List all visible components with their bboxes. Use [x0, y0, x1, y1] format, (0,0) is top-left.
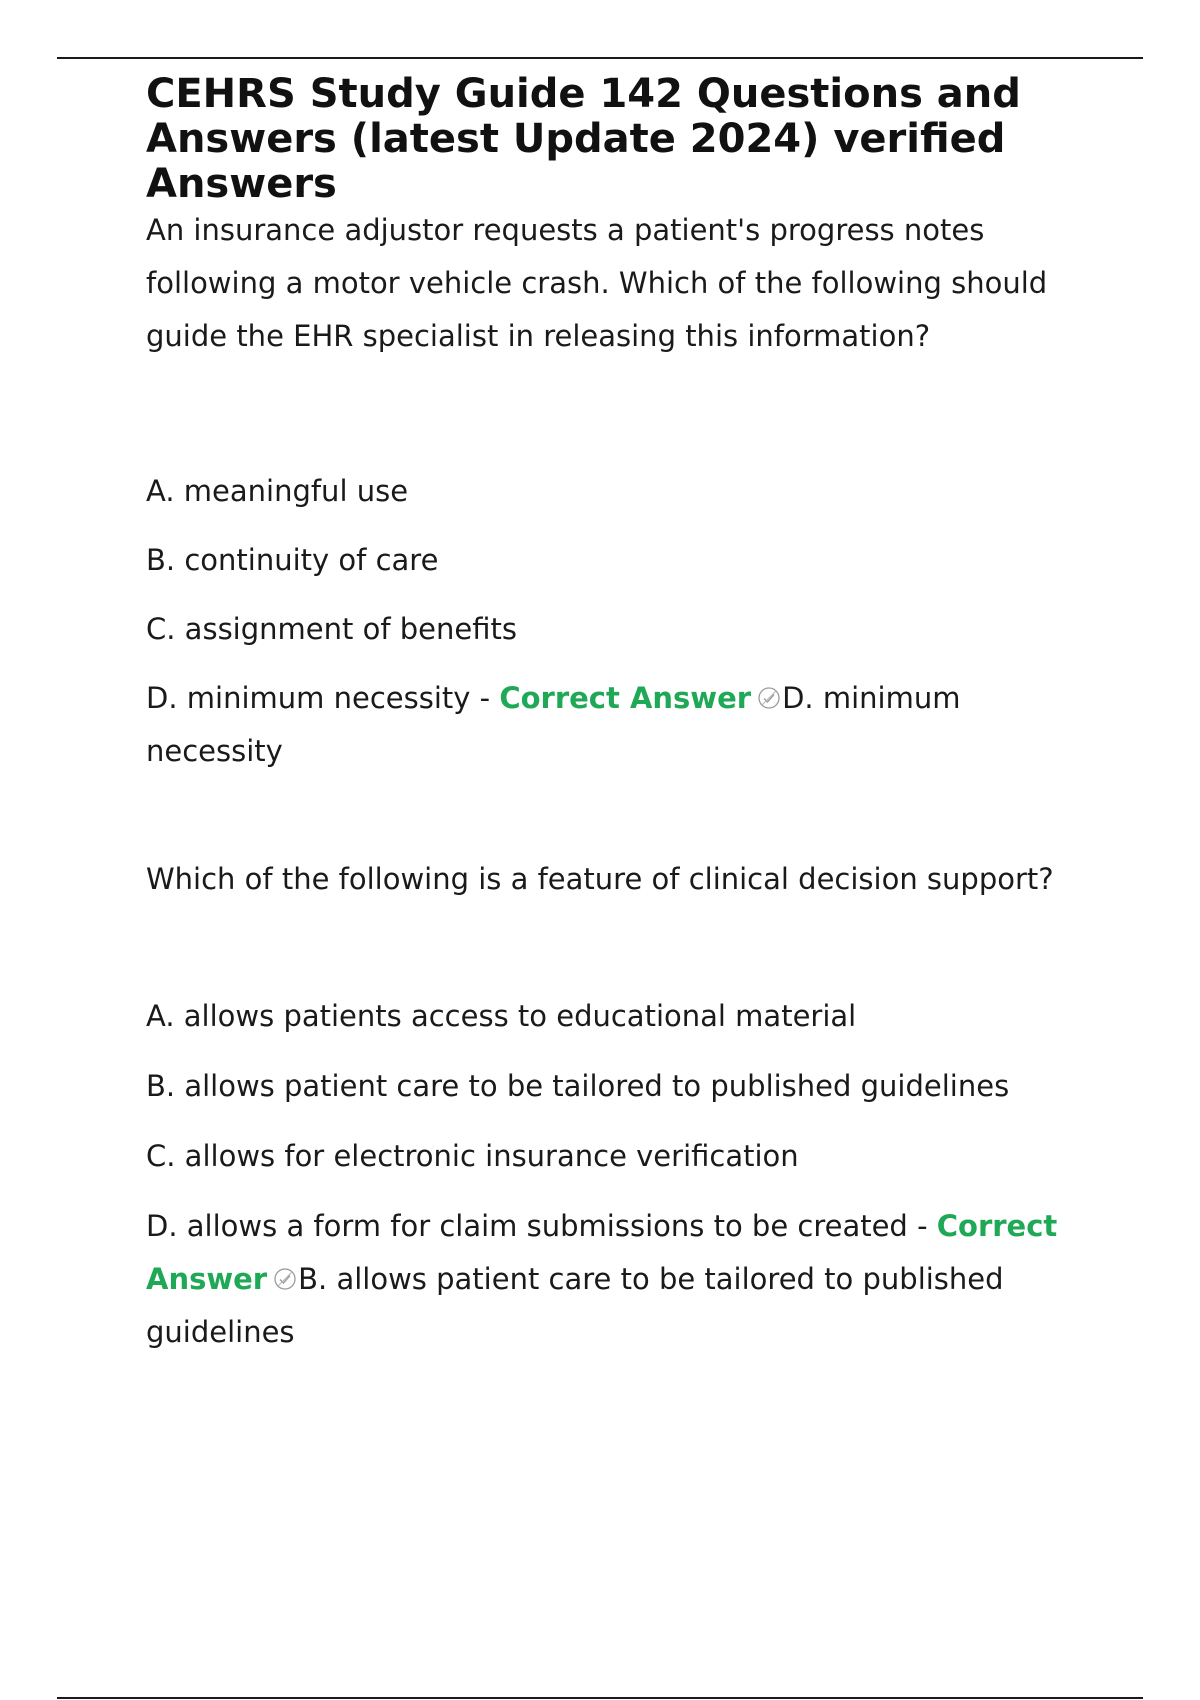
- document-body: [146, 72, 1106, 1359]
- question-block: [146, 204, 1106, 778]
- bottom-rule: [57, 1697, 1143, 1699]
- question-block: [146, 853, 1106, 1359]
- check-circle-icon: [757, 686, 781, 710]
- option-text: D. allows a form for claim submissions to be created -: [146, 1209, 928, 1243]
- correct-answer-label: Correct Answer: [146, 1209, 1058, 1296]
- option-item: B. continuity of care: [146, 543, 439, 577]
- option-item-with-answer: [146, 672, 1106, 778]
- check-circle-icon: [273, 1267, 297, 1291]
- option-text: D. minimum necessity -: [146, 681, 491, 715]
- option-item: C. assignment of benefits: [146, 612, 517, 646]
- options-list: [146, 465, 1106, 778]
- option-item: B. allows patient care to be tailored to published guidelines: [146, 1069, 1010, 1103]
- top-rule: [57, 57, 1143, 59]
- correct-answer-value: D. minimum necessity: [146, 681, 961, 768]
- question-text: Which of the following is a feature of clinical decision support?: [146, 862, 1054, 896]
- option-item: A. allows patients access to educational material: [146, 999, 857, 1033]
- correct-answer-label: Correct Answer: [499, 681, 752, 715]
- option-item: A. meaningful use: [146, 474, 409, 508]
- option-item: C. allows for electronic insurance verification: [146, 1139, 799, 1173]
- question-text: An insurance adjustor requests a patient's progress notes following a motor vehicle crash. Which of the following should guide the EHR specialist in releasing this information?: [146, 213, 1048, 353]
- options-list: [146, 990, 1106, 1359]
- correct-answer-value: B. allows patient care to be tailored to published guidelines: [146, 1262, 1004, 1349]
- document-title: CEHRS Study Guide 142 Questions and Answers (latest Update 2024) verified Answers: [146, 71, 1021, 207]
- option-item-with-answer: [146, 1200, 1106, 1359]
